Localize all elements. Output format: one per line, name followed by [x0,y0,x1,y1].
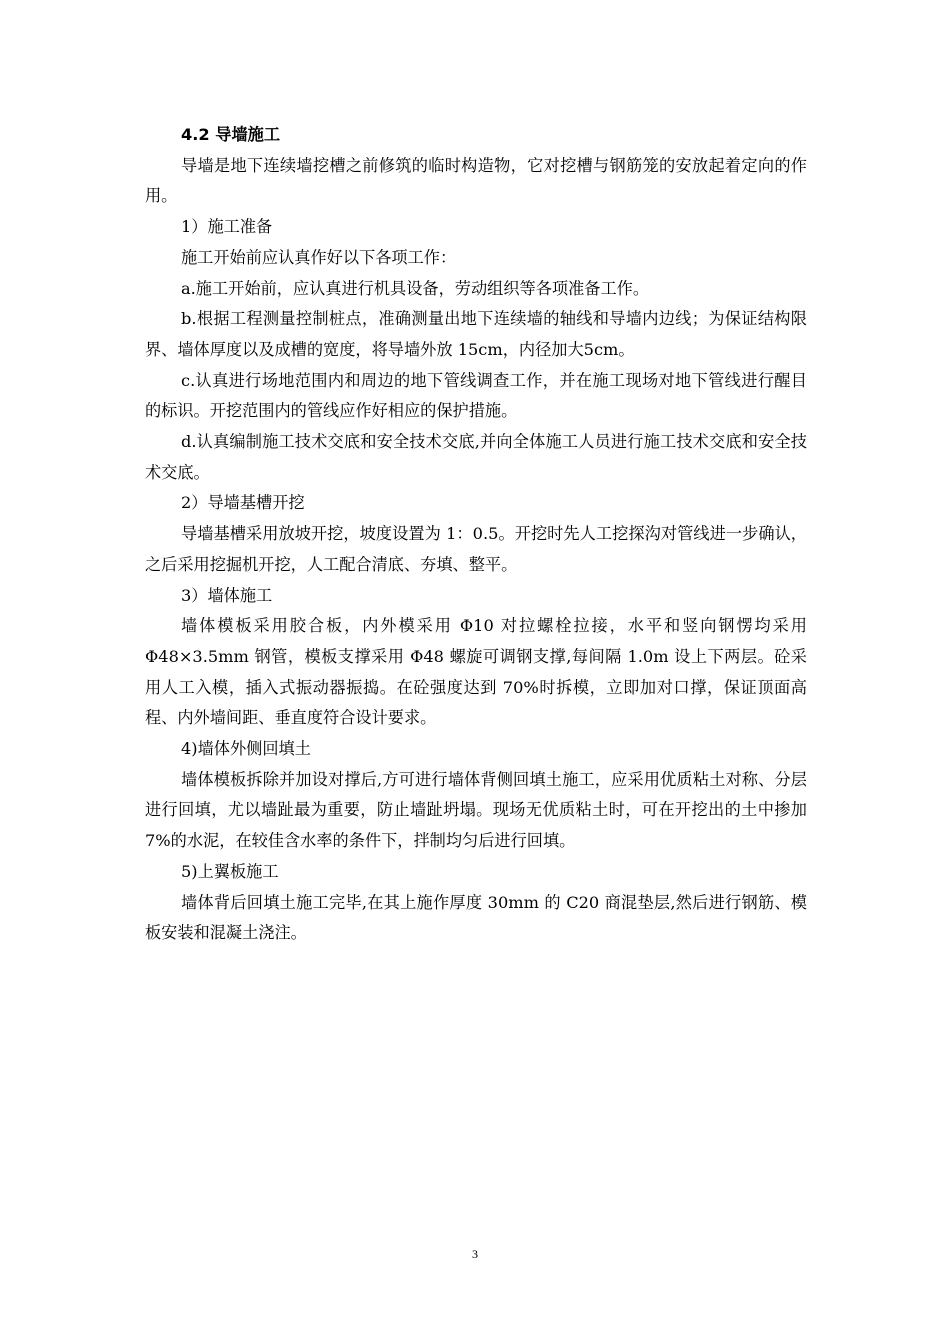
wall-construction-paragraph: 墙体模板采用胶合板，内外模采用 Φ10 对拉螺栓拉接，水平和竖向钢愣均采用 Φ48×3.5mm 钢管，模板支撑采用 Φ48 螺旋可调钢支撑,每间隔 1.0m 设上下两层。砼采用人工入模，插入式振动器振捣。在砼强度达到 70%时拆模，立即加对口撑，保证顶面高程、内外墙间距、垂直度符合设计要求。 [145,616,807,728]
subsection-title-upper-wing-slab: 5)上翼板施工 [181,861,279,881]
subsection-title-backfill: 4)墙体外侧回填土 [181,739,311,759]
backfill-paragraph: 墙体模板拆除并加设对撑后,方可进行墙体背侧回填土施工，应采用优质粘土对称、分层进行回填，尤以墙趾最为重要，防止墙趾坍塌。现场无优质粘土时，可在开挖出的土中掺加 7%的水泥，在较佳含水率的条件下，拌制均匀后进行回填。 [145,769,807,851]
page-content [145,120,807,949]
preparation-item-d: d.认真编制施工技术交底和安全技术交底,并向全体施工人员进行施工技术交底和安全技术交底。 [145,432,807,482]
page-number: 3 [472,1247,478,1261]
preparation-item-a: a.施工开始前，应认真进行机具设备，劳动组织等各项准备工作。 [181,278,650,298]
preparation-item-c: c.认真进行场地范围内和周边的地下管线调查工作，并在施工现场对地下管线进行醒目的标识。开挖范围内的管线应作好相应的保护措施。 [145,370,807,421]
preparation-item-b: b.根据工程测量控制桩点，准确测量出地下连续墙的轴线和导墙内边线；为保证结构限界、墙体厚度以及成槽的宽度，将导墙外放 15cm，内径加大5cm。 [145,309,807,359]
subsection-title-trench-excavation: 2）导墙基槽开挖 [181,493,305,513]
intro-paragraph: 导墙是地下连续墙挖槽之前修筑的临时构造物，它对挖槽与钢筋笼的安放起着定向的作用。 [145,155,807,206]
section-heading: 4.2 导墙施工 [181,125,281,144]
preparation-lead-paragraph: 施工开始前应认真作好以下各项工作： [181,247,457,267]
upper-wing-slab-paragraph: 墙体背后回填土施工完毕,在其上施作厚度 30mm 的 C20 商混垫层,然后进行钢筋、模板安装和混凝土浇注。 [145,892,807,943]
subsection-title-wall-construction: 3）墙体施工 [181,585,273,605]
trench-excavation-paragraph: 导墙基槽采用放坡开挖，坡度设置为 1：0.5。开挖时先人工挖探沟对管线进一步确认，之后采用挖掘机开挖，人工配合清底、夯填、整平。 [145,524,807,574]
subsection-title-preparation: 1）施工准备 [181,217,273,237]
